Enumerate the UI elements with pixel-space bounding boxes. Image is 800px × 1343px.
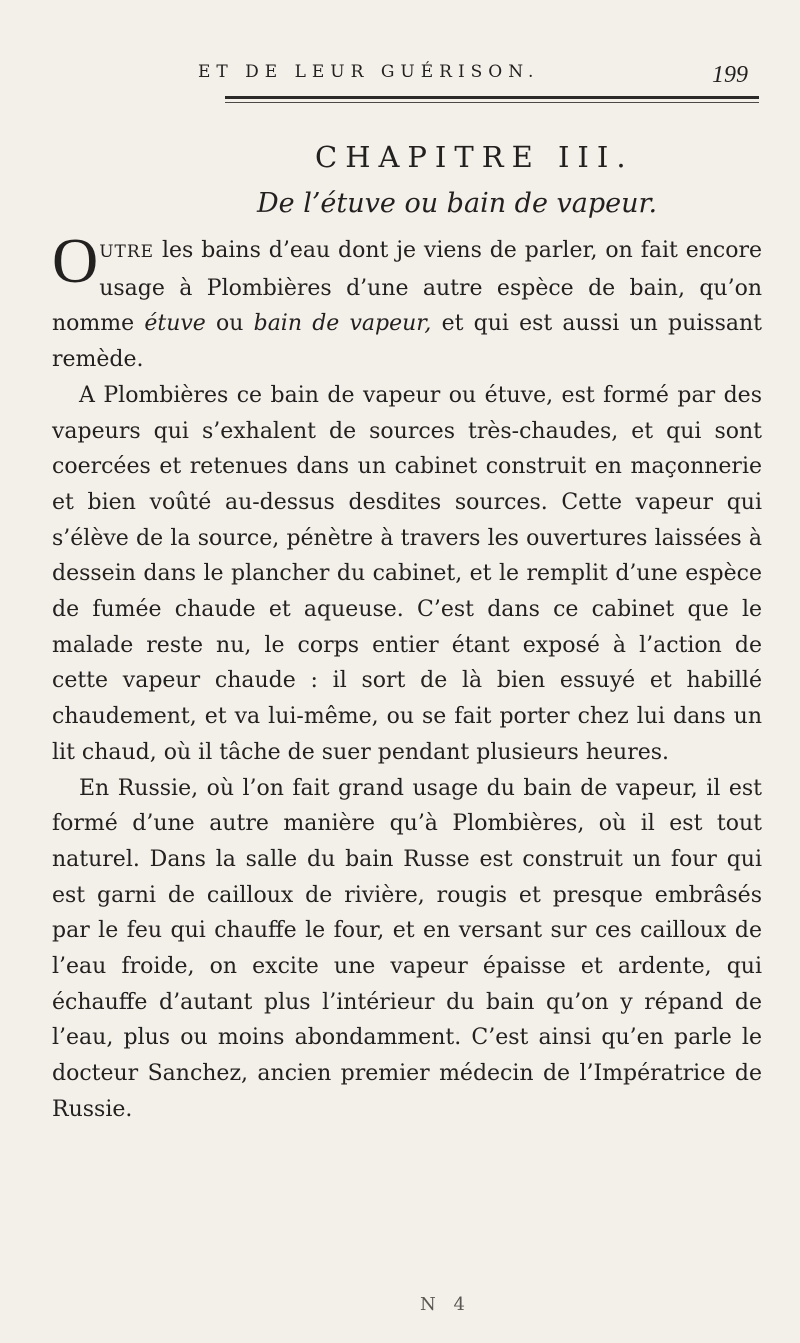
paragraph-1-text-b: ou [205, 311, 254, 337]
running-head: ET DE LEUR GUÉRISON. [198, 62, 540, 82]
paragraph-1 [52, 225, 762, 378]
page-number: 199 [712, 62, 748, 88]
header-rule-thick [225, 96, 759, 99]
drop-cap: O [52, 225, 99, 296]
lead-small-caps: UTRE [99, 242, 155, 262]
paragraph-1-text-a: les bains d’eau dont je viens de parler, on fait encore usage à Plombières d’une autre espèce de bain, qu’on nomme [52, 238, 762, 337]
chapter-subtitle: De l’étuve ou bain de vapeur. [257, 188, 658, 219]
paragraph-1-text-c: et qui est aussi un puissant remède. [52, 311, 762, 373]
term-etuve: étuve [144, 311, 206, 337]
term-bain-de-vapeur: bain de vapeur, [253, 311, 432, 337]
paragraph-3: En Russie, où l’on fait grand usage du bain de vapeur, il est formé d’une autre manière qu’à Plombières, où il est tout naturel. Dans la salle du bain Russe est construit un four qui est garni de cailloux de rivière, rougis et presque embrâsés par le feu qui chauffe le four, et en versant sur ces cailloux de l’eau froide, on excite une vapeur épaisse et ardente, qui échauffe d’autant plus l’intérieur du bain qu’on y répand de l’eau, plus ou moins abondamment. C’est ainsi qu’en parle le docteur Sanchez, ancien premier médecin de l’Impératrice de Russie. [52, 775, 762, 1122]
chapter-title: CHAPITRE III. [315, 140, 634, 174]
header-rule-thin [225, 102, 759, 103]
signature-mark: N 4 [420, 1294, 471, 1315]
paragraph-2: A Plombières ce bain de vapeur ou étuve, est formé par des vapeurs qui s’exhalent de sources très-chaudes, et qui sont coercées et retenues dans un cabinet construit en maçonnerie et bien voûté au-dessus desdites sources. Cette vapeur qui s’élève de la source, pénètre à travers les ouvertures laissées à dessein dans le plancher du cabinet, et le remplit d’une espèce de fumée chaude et aqueuse. C’est dans ce cabinet que le malade reste nu, le corps entier étant exposé à l’action de cette vapeur chaude : il sort de là bien essuyé et habillé chaudement, et va lui-même, ou se fait porter chez lui dans un lit chaud, où il tâche de suer pendant plusieurs heures. [52, 382, 762, 765]
body-text [52, 225, 762, 1128]
